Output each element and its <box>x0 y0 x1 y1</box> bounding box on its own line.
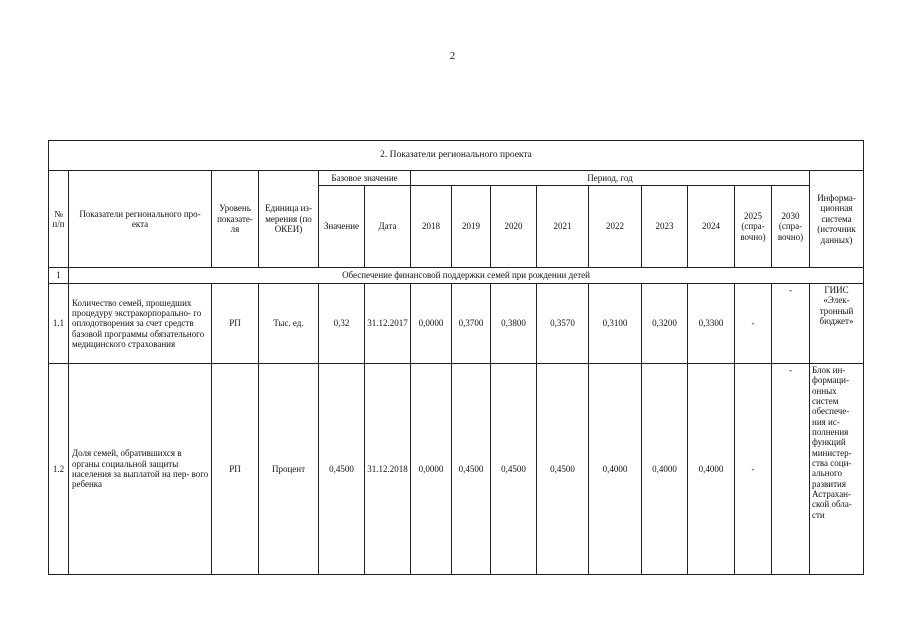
row-base-date: 31.12.2017 <box>365 284 411 364</box>
header-level: Уровень показате- ля <box>212 171 259 268</box>
row-value-2025: - <box>735 284 772 364</box>
row-value-2030: - <box>772 284 810 364</box>
header-year-2023: 2023 <box>642 186 688 268</box>
row-unit: Процент <box>259 364 319 575</box>
header-source: Информа- ционная система (источник данных) <box>810 171 864 268</box>
row-unit: Тыс. ед. <box>259 284 319 364</box>
row-base-value: 0,4500 <box>319 364 365 575</box>
header-indicator: Показатели регионального про- екта <box>69 171 212 268</box>
row-value-2018: 0,0000 <box>411 284 452 364</box>
header-base-group: Базовое значение <box>319 171 411 186</box>
row-level: РП <box>212 284 259 364</box>
row-value-2019: 0,3700 <box>452 284 491 364</box>
row-value-2023: 0,4000 <box>642 364 688 575</box>
header-year-2019: 2019 <box>452 186 491 268</box>
header-year-2025: 2025 (спра- вочно) <box>735 186 772 268</box>
header-year-2022: 2022 <box>589 186 642 268</box>
section-num: 1 <box>49 268 69 284</box>
row-value-2020: 0,3800 <box>491 284 537 364</box>
indicators-table <box>48 140 864 575</box>
row-value-2022: 0,3100 <box>589 284 642 364</box>
table-row <box>49 364 864 575</box>
header-year-2030: 2030 (спра- вочно) <box>772 186 810 268</box>
row-value-2024: 0,3300 <box>688 284 735 364</box>
row-value-2030: - <box>772 364 810 575</box>
row-value-2020: 0,4500 <box>491 364 537 575</box>
row-value-2019: 0,4500 <box>452 364 491 575</box>
header-year-2020: 2020 <box>491 186 537 268</box>
row-value-2024: 0,4000 <box>688 364 735 575</box>
row-indicator-name: Количество семей, прошедших процедуру экстракорпорально- го оплодотворения за счет средств базовой программы обязательного медицинского страхования <box>69 284 212 364</box>
row-level: РП <box>212 364 259 575</box>
row-source: Блок ин- формаци- онных систем обеспече- ния ис- полнения функций министер- ства соци- ального развития Астрахан- ской обла- сти <box>810 364 864 575</box>
header-num: № п/п <box>49 171 69 268</box>
row-value-2018: 0,0000 <box>411 364 452 575</box>
header-year-2024: 2024 <box>688 186 735 268</box>
row-value-2022: 0,4000 <box>589 364 642 575</box>
section-title: Обеспечение финансовой поддержки семей при рождении детей <box>69 268 864 284</box>
header-year-2018: 2018 <box>411 186 452 268</box>
header-year-2021: 2021 <box>537 186 589 268</box>
row-indicator-name: Доля семей, обратившихся в органы социальной защиты населения за выплатой на пер- вого ребенка <box>69 364 212 575</box>
row-value-2023: 0,3200 <box>642 284 688 364</box>
table-row <box>49 284 864 364</box>
header-unit: Единица из- мерения (по ОКЕИ) <box>259 171 319 268</box>
row-value-2021: 0,3570 <box>537 284 589 364</box>
row-num: 1.1 <box>49 284 69 364</box>
row-base-value: 0,32 <box>319 284 365 364</box>
row-value-2025: - <box>735 364 772 575</box>
row-base-date: 31.12.2018 <box>365 364 411 575</box>
header-base-date: Дата <box>365 186 411 268</box>
page-number: 2 <box>449 50 456 62</box>
header-base-value: Значение <box>319 186 365 268</box>
header-period-group: Период, год <box>411 171 810 186</box>
row-value-2021: 0,4500 <box>537 364 589 575</box>
row-num: 1.2 <box>49 364 69 575</box>
table-title: 2. Показатели регионального проекта <box>49 141 864 171</box>
row-source: ГИИС «Элек- тронный бюджет» <box>810 284 864 364</box>
